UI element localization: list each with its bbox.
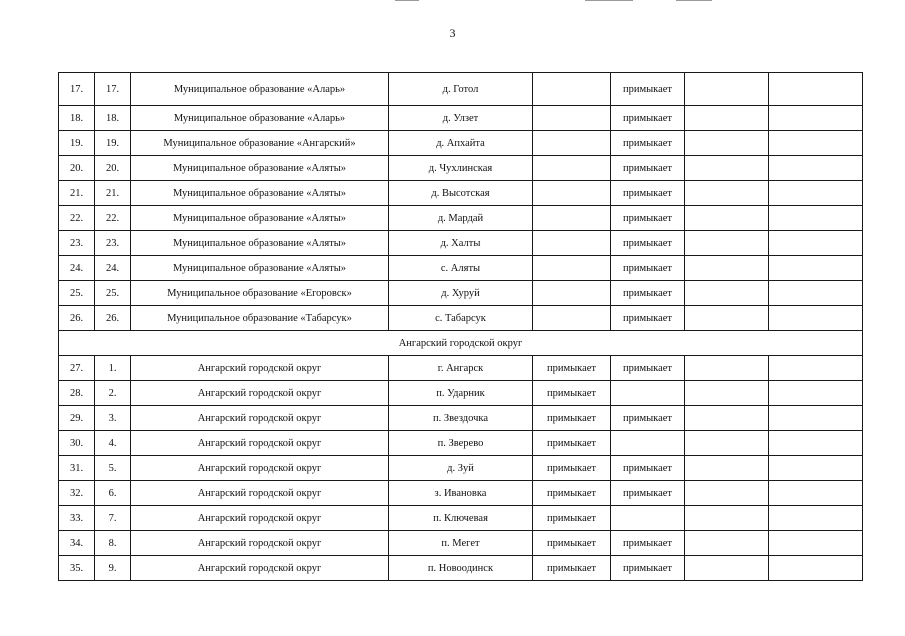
col-c-cell (685, 506, 769, 531)
row-subnumber: 8. (95, 531, 131, 556)
col-a-cell: примыкает (533, 431, 611, 456)
col-c-cell (685, 556, 769, 581)
col-a-cell (533, 131, 611, 156)
col-b-cell: примыкает (611, 531, 685, 556)
municipality-cell: Муниципальное образование «Егоровск» (131, 281, 389, 306)
col-c-cell (685, 431, 769, 456)
settlement-cell: д. Готол (389, 73, 533, 106)
col-a-cell (533, 156, 611, 181)
row-number: 25. (59, 281, 95, 306)
table-row (59, 281, 863, 306)
municipality-cell: Муниципальное образование «Аларь» (131, 106, 389, 131)
col-a-cell: примыкает (533, 356, 611, 381)
col-d-cell (769, 73, 863, 106)
col-d-cell (769, 506, 863, 531)
col-b-cell: примыкает (611, 256, 685, 281)
col-c-cell (685, 456, 769, 481)
table-row (59, 556, 863, 581)
settlement-cell: д. Чухлинская (389, 156, 533, 181)
row-number: 32. (59, 481, 95, 506)
col-b-cell: примыкает (611, 306, 685, 331)
col-c-cell (685, 406, 769, 431)
col-a-cell: примыкает (533, 456, 611, 481)
col-b-cell: примыкает (611, 281, 685, 306)
row-subnumber: 9. (95, 556, 131, 581)
table-row (59, 356, 863, 381)
col-b-cell: примыкает (611, 356, 685, 381)
col-a-cell: примыкает (533, 481, 611, 506)
col-a-cell (533, 231, 611, 256)
municipality-cell: Муниципальное образование «Ангарский» (131, 131, 389, 156)
col-a-cell (533, 181, 611, 206)
table-row (59, 381, 863, 406)
settlement-cell: п. Звездочка (389, 406, 533, 431)
settlement-cell: д. Хуруй (389, 281, 533, 306)
municipality-cell: Муниципальное образование «Аляты» (131, 156, 389, 181)
settlement-cell: с. Аляты (389, 256, 533, 281)
settlement-cell: д. Зуй (389, 456, 533, 481)
row-subnumber: 19. (95, 131, 131, 156)
row-subnumber: 17. (95, 73, 131, 106)
col-d-cell (769, 381, 863, 406)
col-a-cell (533, 256, 611, 281)
row-number: 29. (59, 406, 95, 431)
settlement-cell: д. Мардай (389, 206, 533, 231)
row-number: 24. (59, 256, 95, 281)
table-row (59, 431, 863, 456)
col-a-cell (533, 281, 611, 306)
section-row (59, 331, 863, 356)
col-c-cell (685, 231, 769, 256)
municipality-cell: Муниципальное образование «Табарсук» (131, 306, 389, 331)
table-row (59, 73, 863, 106)
col-b-cell: примыкает (611, 406, 685, 431)
row-subnumber: 18. (95, 106, 131, 131)
municipality-cell: Ангарский городской округ (131, 506, 389, 531)
settlement-cell: п. Зверево (389, 431, 533, 456)
col-d-cell (769, 356, 863, 381)
col-d-cell (769, 306, 863, 331)
col-c-cell (685, 181, 769, 206)
row-subnumber: 24. (95, 256, 131, 281)
col-d-cell (769, 481, 863, 506)
col-d-cell (769, 256, 863, 281)
col-a-cell: примыкает (533, 406, 611, 431)
municipality-cell: Ангарский городской округ (131, 406, 389, 431)
scan-mark (395, 0, 419, 1)
settlement-cell: п. Ключевая (389, 506, 533, 531)
municipality-cell: Ангарский городской округ (131, 381, 389, 406)
col-a-cell: примыкает (533, 381, 611, 406)
table-row (59, 456, 863, 481)
row-subnumber: 7. (95, 506, 131, 531)
section-title: Ангарский городской округ (59, 331, 863, 356)
municipality-cell: Ангарский городской округ (131, 431, 389, 456)
row-subnumber: 23. (95, 231, 131, 256)
row-number: 35. (59, 556, 95, 581)
col-b-cell: примыкает (611, 156, 685, 181)
row-subnumber: 25. (95, 281, 131, 306)
col-c-cell (685, 73, 769, 106)
row-number: 20. (59, 156, 95, 181)
row-subnumber: 21. (95, 181, 131, 206)
row-subnumber: 22. (95, 206, 131, 231)
row-number: 17. (59, 73, 95, 106)
col-d-cell (769, 281, 863, 306)
row-number: 23. (59, 231, 95, 256)
municipality-cell: Муниципальное образование «Аляты» (131, 256, 389, 281)
col-a-cell (533, 306, 611, 331)
col-a-cell (533, 206, 611, 231)
col-c-cell (685, 281, 769, 306)
row-number: 22. (59, 206, 95, 231)
municipality-cell: Муниципальное образование «Аляты» (131, 206, 389, 231)
municipality-cell: Ангарский городской округ (131, 531, 389, 556)
municipality-cell: Ангарский городской округ (131, 356, 389, 381)
table-row (59, 106, 863, 131)
row-number: 21. (59, 181, 95, 206)
col-d-cell (769, 231, 863, 256)
col-b-cell: примыкает (611, 231, 685, 256)
table-row (59, 206, 863, 231)
settlement-cell: д. Халты (389, 231, 533, 256)
scan-mark (676, 0, 712, 1)
row-number: 33. (59, 506, 95, 531)
table-row (59, 181, 863, 206)
col-c-cell (685, 131, 769, 156)
table-row (59, 231, 863, 256)
municipality-cell: Муниципальное образование «Аляты» (131, 181, 389, 206)
table-row (59, 531, 863, 556)
municipality-cell: Ангарский городской округ (131, 456, 389, 481)
municipality-cell: Муниципальное образование «Аларь» (131, 73, 389, 106)
col-d-cell (769, 156, 863, 181)
col-a-cell (533, 106, 611, 131)
row-number: 19. (59, 131, 95, 156)
col-c-cell (685, 106, 769, 131)
settlement-cell: д. Апхайта (389, 131, 533, 156)
col-a-cell: примыкает (533, 531, 611, 556)
row-subnumber: 5. (95, 456, 131, 481)
row-subnumber: 20. (95, 156, 131, 181)
col-d-cell (769, 431, 863, 456)
settlement-cell: д. Улзет (389, 106, 533, 131)
col-c-cell (685, 256, 769, 281)
settlement-cell: д. Высотская (389, 181, 533, 206)
col-b-cell (611, 431, 685, 456)
table-row (59, 306, 863, 331)
row-number: 27. (59, 356, 95, 381)
municipality-cell: Муниципальное образование «Аляты» (131, 231, 389, 256)
row-subnumber: 3. (95, 406, 131, 431)
table-row (59, 506, 863, 531)
row-number: 31. (59, 456, 95, 481)
col-d-cell (769, 106, 863, 131)
table-row (59, 256, 863, 281)
settlements-table (58, 72, 863, 581)
row-number: 18. (59, 106, 95, 131)
municipality-cell: Ангарский городской округ (131, 481, 389, 506)
col-b-cell: примыкает (611, 131, 685, 156)
col-b-cell: примыкает (611, 73, 685, 106)
col-b-cell (611, 506, 685, 531)
settlement-cell: з. Ивановка (389, 481, 533, 506)
col-a-cell: примыкает (533, 506, 611, 531)
row-number: 30. (59, 431, 95, 456)
col-d-cell (769, 406, 863, 431)
col-b-cell: примыкает (611, 556, 685, 581)
col-c-cell (685, 206, 769, 231)
row-subnumber: 26. (95, 306, 131, 331)
settlement-cell: с. Табарсук (389, 306, 533, 331)
settlement-cell: п. Мегет (389, 531, 533, 556)
col-c-cell (685, 356, 769, 381)
row-number: 26. (59, 306, 95, 331)
row-number: 28. (59, 381, 95, 406)
col-d-cell (769, 531, 863, 556)
col-c-cell (685, 481, 769, 506)
col-c-cell (685, 381, 769, 406)
col-b-cell: примыкает (611, 481, 685, 506)
col-b-cell: примыкает (611, 181, 685, 206)
col-d-cell (769, 556, 863, 581)
col-b-cell: примыкает (611, 456, 685, 481)
page-number: 3 (449, 26, 456, 40)
table-row (59, 156, 863, 181)
scan-mark (585, 0, 633, 1)
row-subnumber: 4. (95, 431, 131, 456)
col-a-cell: примыкает (533, 556, 611, 581)
table-row (59, 481, 863, 506)
col-b-cell (611, 381, 685, 406)
col-b-cell: примыкает (611, 106, 685, 131)
col-d-cell (769, 131, 863, 156)
table-row (59, 406, 863, 431)
col-a-cell (533, 73, 611, 106)
settlement-cell: п. Ударник (389, 381, 533, 406)
settlement-cell: г. Ангарск (389, 356, 533, 381)
table-row (59, 131, 863, 156)
col-c-cell (685, 156, 769, 181)
municipality-cell: Ангарский городской округ (131, 556, 389, 581)
row-subnumber: 2. (95, 381, 131, 406)
row-subnumber: 1. (95, 356, 131, 381)
settlement-cell: п. Новоодинск (389, 556, 533, 581)
row-number: 34. (59, 531, 95, 556)
col-d-cell (769, 206, 863, 231)
col-c-cell (685, 306, 769, 331)
row-subnumber: 6. (95, 481, 131, 506)
col-c-cell (685, 531, 769, 556)
col-d-cell (769, 456, 863, 481)
col-b-cell: примыкает (611, 206, 685, 231)
col-d-cell (769, 181, 863, 206)
